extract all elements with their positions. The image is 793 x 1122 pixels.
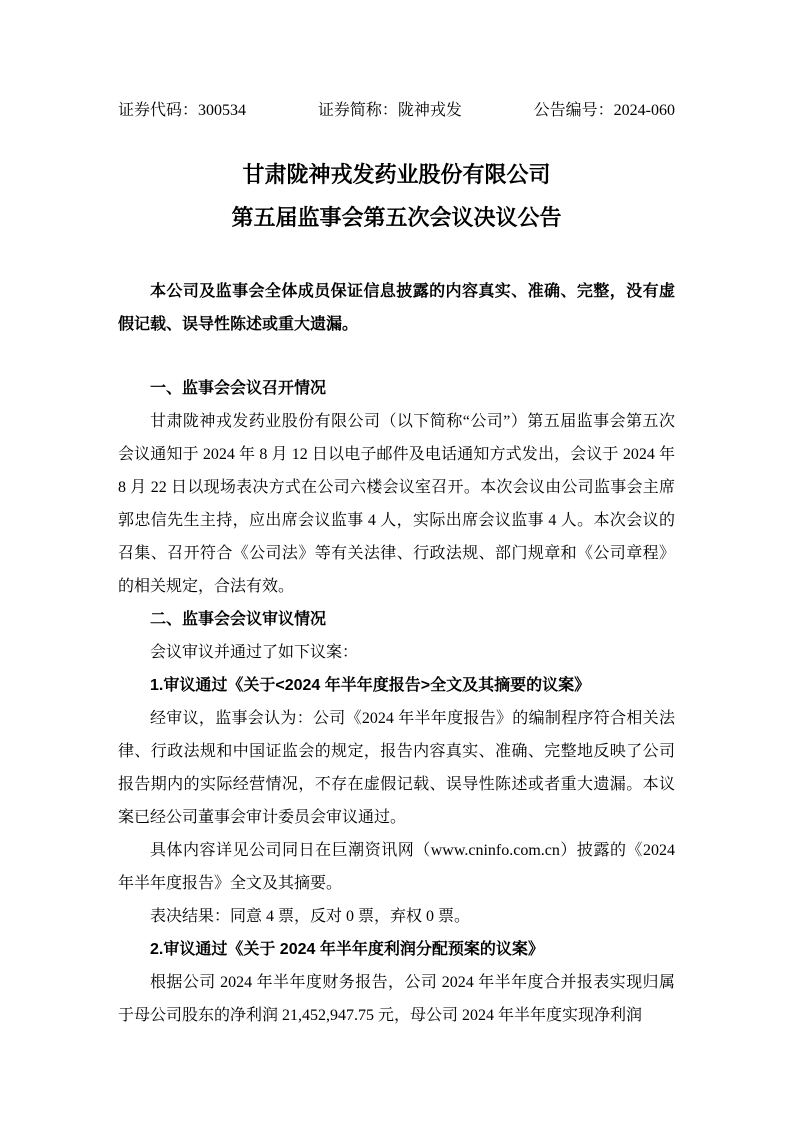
statement-paragraph: 本公司及监事会全体成员保证信息披露的内容真实、准确、完整，没有虚假记载、误导性陈述或重大遗漏。 — [118, 283, 675, 333]
paragraph-meeting-convening: 甘肃陇神戎发药业股份有限公司（以下简称“公司”）第五届监事会第五次会议通知于 2024 年 8 月 12 日以电子邮件及电话通知方式发出，会议于 2024 年 8 月 22 日以现场表决方式在公司六楼会议室召开。本次会议由公司监事会主席郭忠信先生主持，应出席会议监事 4 人，实际出席会议监事 4 人。本次会议的召集、召开符合《公司法》等有关法律、行政法规、部门规章和《公司章程》的相关规定，合法有效。 — [118, 413, 675, 595]
proposal-1-heading: 1.审议通过《关于<2024 年半年度报告>全文及其摘要的议案》 — [150, 677, 591, 694]
paragraph-proposal-1-disclosure: 具体内容详见公司同日在巨潮资讯网（www.cninfo.com.cn）披露的《2024 年半年度报告》全文及其摘要。 — [118, 842, 675, 892]
proposal-2-heading: 2.审议通过《关于 2024 年半年度利润分配预案的议案》 — [150, 941, 544, 958]
paragraph-proposal-1-opinion: 经审议，监事会认为：公司《2024 年半年度报告》的编制程序符合相关法律、行政法规和中国证监会的规定，报告内容真实、准确、完整地反映了公司报告期内的实际经营情况，不存在虚假记载、误导性陈述或者重大遗漏。本议案已经公司董事会审计委员会审议通过。 — [118, 710, 675, 826]
company-name-title: 甘肃陇神戎发药业股份有限公司 — [242, 162, 551, 187]
document-header — [118, 100, 675, 122]
paragraph-proposal-2-profit: 根据公司 2024 年半年度财务报告，公司 2024 年半年度合并报表实现归属于母公司股东的净利润 21,452,947.75 元，母公司 2024 年半年度实现净利润 — [118, 974, 675, 1024]
section-1-heading: 一、监事会会议召开情况 — [150, 380, 327, 397]
announcement-title: 第五届监事会第五次会议决议公告 — [231, 205, 562, 230]
stock-name: 证券简称：陇神戎发 — [317, 102, 462, 119]
announcement-number: 公告编号：2024-060 — [533, 102, 675, 119]
section-2-heading: 二、监事会会议审议情况 — [150, 611, 327, 628]
paragraph-proposal-1-vote-result: 表决结果：同意 4 票，反对 0 票，弃权 0 票。 — [150, 908, 471, 925]
paragraph-review-intro: 会议审议并通过了如下议案： — [150, 644, 359, 661]
stock-code: 证券代码：300534 — [118, 102, 247, 119]
